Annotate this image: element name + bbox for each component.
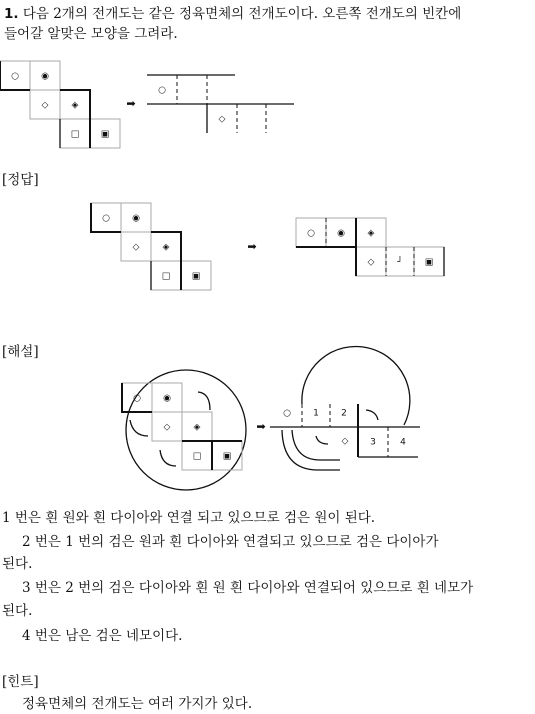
question-left-net [0, 61, 120, 148]
question-number: 1. [4, 6, 19, 22]
hint-header: [힌트] [2, 674, 39, 690]
white-diamond-icon: ◇ [41, 100, 49, 111]
explanation-header: [해설] [2, 344, 39, 360]
black-square-icon: ▣ [191, 271, 201, 282]
white-circle-icon: ○ [11, 71, 19, 82]
white-circle-icon: ○ [102, 213, 110, 224]
black-square-icon: ▣ [100, 129, 110, 140]
white-diamond-icon: ◇ [132, 242, 140, 253]
black-circle-icon: ◉ [132, 213, 140, 224]
black-diamond-icon: ◈ [367, 228, 375, 239]
explanation-line-3: 된다. [2, 556, 33, 572]
explanation-line-4: 3 번은 2 번의 검은 다이아와 흰 원 흰 다이아와 연결되어 있으므로 흰 네모가 [22, 580, 474, 596]
label-1: 1 [313, 408, 319, 419]
black-square-icon: ▣ [424, 257, 434, 268]
white-circle-icon: ○ [307, 228, 315, 239]
label-2: 2 [341, 408, 347, 419]
black-circle-icon: ◉ [163, 393, 171, 404]
white-square-icon: □ [192, 451, 202, 462]
white-circle-icon: ○ [158, 85, 166, 96]
question-text-1: 다음 2개의 전개도는 같은 정육면체의 전개도이다. 오른쪽 전개도의 빈칸에 [22, 6, 462, 22]
white-circle-icon: ○ [133, 393, 141, 404]
black-circle-icon: ◉ [337, 228, 345, 239]
black-diamond-icon: ◈ [71, 100, 79, 111]
label-3: 3 [370, 437, 376, 448]
label-4: 4 [400, 437, 406, 448]
question-right-net [147, 75, 294, 133]
white-square-icon: □ [70, 129, 80, 140]
question-line-2: 들어갈 알맞은 모양을 그려라. [4, 26, 178, 42]
answer-header: [정답] [2, 172, 39, 188]
black-diamond-icon: ◈ [193, 422, 201, 433]
white-diamond-icon: ◇ [341, 436, 349, 447]
partial-square-icon: ┘ [397, 257, 403, 268]
white-diamond-icon: ◇ [163, 422, 171, 433]
answer-right-net [296, 218, 444, 276]
black-diamond-icon: ◈ [162, 242, 170, 253]
arrow-icon: ➡ [247, 240, 257, 253]
explanation-right-net [270, 346, 420, 470]
white-circle-icon: ○ [283, 408, 291, 419]
white-diamond-icon: ◇ [367, 257, 375, 268]
black-square-icon: ▣ [222, 451, 232, 462]
arrow-icon: ➡ [126, 97, 136, 110]
hint-text: 정육면체의 전개도는 여러 가지가 있다. [22, 696, 253, 712]
explanation-line-2: 2 번은 1 번의 검은 원과 흰 다이아와 연결되고 있으므로 검은 다이아가 [22, 534, 439, 550]
explanation-line-5: 된다. [2, 603, 33, 619]
arrow-icon: ➡ [256, 420, 266, 433]
answer-left-net [91, 203, 211, 290]
white-diamond-icon: ◇ [218, 114, 226, 125]
explanation-line-1: 1 번은 흰 원와 흰 다이아와 연결 되고 있으므로 검은 원이 된다. [2, 510, 376, 526]
white-square-icon: □ [161, 271, 171, 282]
explanation-left-net [122, 370, 246, 490]
explanation-line-6: 4 번은 남은 검은 네모이다. [22, 628, 183, 644]
black-circle-icon: ◉ [41, 71, 49, 82]
